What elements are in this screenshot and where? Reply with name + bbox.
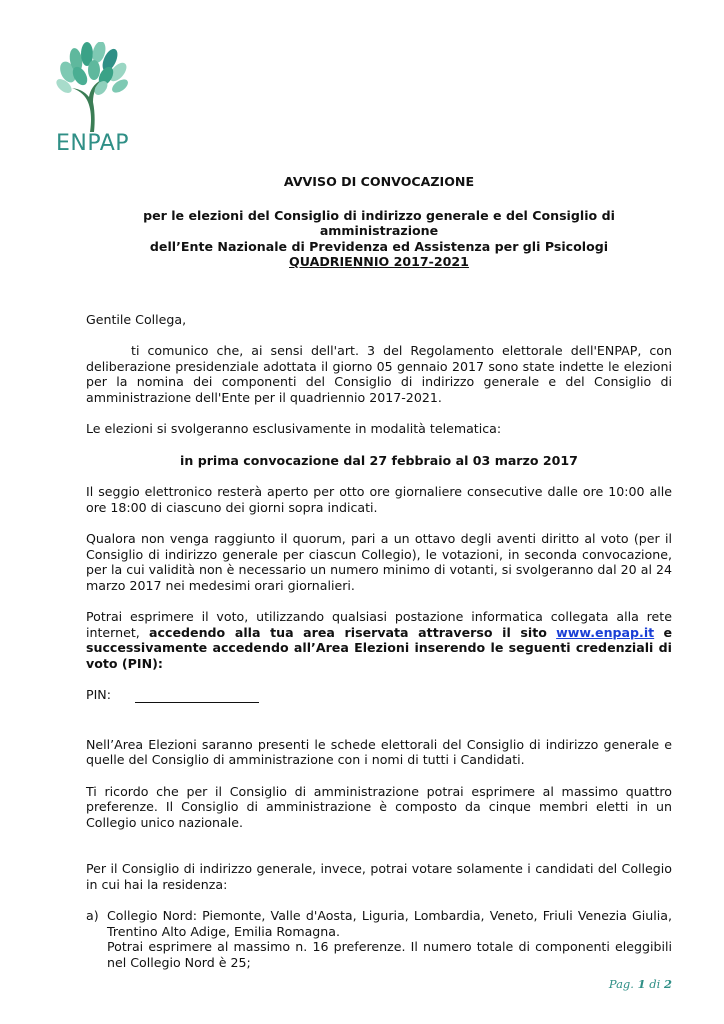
subtitle-period: QUADRIENNIO 2017-2021	[289, 254, 469, 269]
pin-field	[86, 687, 672, 703]
subtitle-line-1: per le elezioni del Consiglio di indirizzo generale e del Consiglio di amministrazione	[143, 207, 615, 238]
list-item	[86, 908, 672, 970]
pin-blank-line	[135, 690, 259, 703]
page-of-label: di	[649, 977, 661, 991]
paragraph-intro: ti comunico che, ai sensi dell'art. 3 del Regolamento elettorale dell'ENPAP, con deliberazione presidenziale adottata il giorno 05 gennaio 2017 sono state indette le elezioni per la nomina dei componenti del Consiglio di indirizzo generale e del Consiglio di amministrazione dell'Ente per il quadriennio 2017-2021.	[86, 343, 672, 405]
paragraph-hours: Il seggio elettronico resterà aperto per otto ore giornaliere consecutive dalle ore 10:00 alle ore 18:00 di ciascuno dei giorni sopra indicati.	[86, 484, 672, 515]
paragraph-mode: Le elezioni si svolgeranno esclusivamente in modalità telematica:	[86, 421, 502, 436]
access-bold-text-a: accedendo alla tua area riservata attraverso il sito	[149, 624, 547, 640]
page-number	[609, 977, 672, 991]
pin-label: PIN:	[86, 687, 111, 702]
paragraph-ballots: Nell’Area Elezioni saranno presenti le schede elettorali del Consiglio di indirizzo generale e quelle del Consiglio di amministrazione con i nomi di tutti i Candidati.	[86, 736, 672, 767]
letter-body	[86, 174, 672, 970]
enpap-website-link[interactable]: www.enpap.it	[556, 624, 655, 640]
list-item-preferences: Potrai esprimere al massimo n. 16 preferenze. Il numero totale di componenti eleggibili nel Collegio Nord è 25;	[107, 939, 672, 970]
paragraph-dates: in prima convocazione dal 27 febbraio al 03 marzo 2017	[180, 452, 578, 468]
greeting: Gentile Collega,	[86, 311, 187, 327]
tree-icon	[54, 42, 132, 134]
paragraph-cda: Ti ricordo che per il Consiglio di amministrazione potrai esprimere al massimo quattro preferenze. Il Consiglio di amministrazione è composto da cinque membri eletti in un Collegio unico nazionale.	[86, 783, 672, 830]
list-marker: a)	[86, 908, 99, 923]
logo-text: ENPAP	[56, 131, 130, 156]
list-item-regions: Collegio Nord: Piemonte, Valle d'Aosta, Liguria, Lombardia, Veneto, Friuli Venezia Giulia, Trentino Alto Adige, Emilia Romagna.	[107, 908, 672, 939]
document-title: AVVISO DI CONVOCAZIONE	[283, 174, 475, 189]
total-pages: 2	[663, 977, 672, 991]
current-page: 1	[637, 977, 646, 991]
access-bold-text-b: e successivamente accedendo all’Area Elezioni inserendo le seguenti credenziali di voto (PIN):	[86, 624, 672, 671]
access-plain-text: Potrai esprimere il voto, utilizzando qualsiasi postazione informatica collegata alla rete internet,	[86, 609, 672, 640]
subtitle-line-2: dell’Ente Nazionale di Previdenza ed Assistenza per gli Psicologi	[149, 238, 609, 254]
paragraph-quorum: Qualora non venga raggiunto il quorum, pari a un ottavo degli aventi diritto al voto (per il Consiglio di indirizzo generale per ciascun Collegio), le votazioni, in seconda convocazione, per la cui validità non è necessario un numero minimo di votanti, si svolgeranno dal 20 al 24 marzo 2017 nei medesimi orari giornalieri.	[86, 531, 672, 593]
page-label: Pag.	[608, 977, 634, 991]
paragraph-cig: Per il Consiglio di indirizzo generale, invece, potrai votare solamente i candidati del Collegio in cui hai la residenza:	[86, 861, 672, 892]
paragraph-access	[86, 609, 672, 671]
